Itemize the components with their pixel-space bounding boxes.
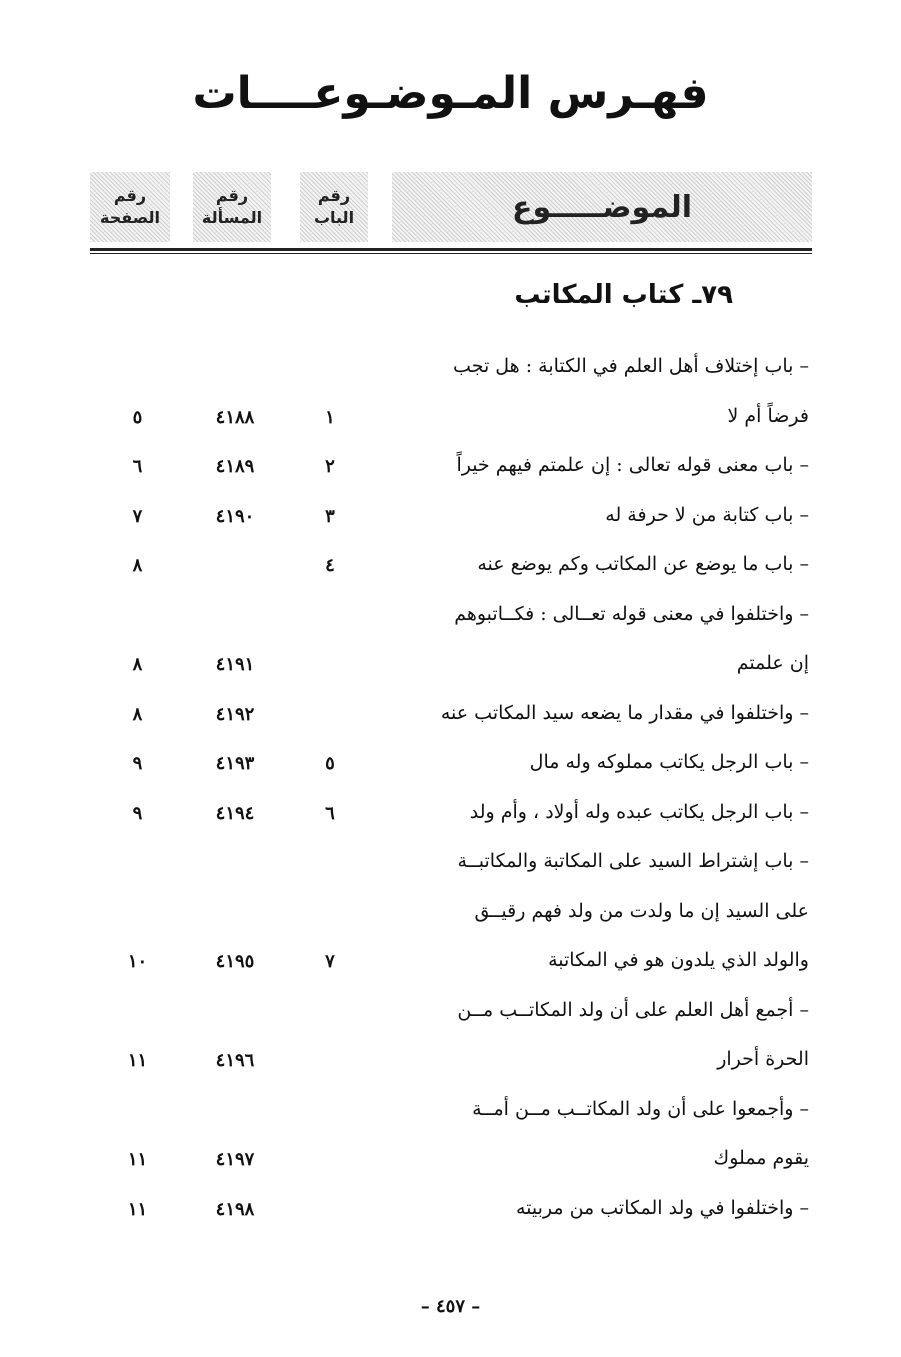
entry-masala-number: ٤١٩٨ [215,1199,255,1220]
header-topic: الموضـــــوع [392,172,812,242]
entry-text: – واختلفوا في مقدار ما يضعه سيد المكاتب عنه [440,702,809,724]
entry-page-number: ٨ [132,704,143,725]
header-masala-line1: رقم [215,186,249,205]
entry-text: – واختلفوا في معنى قوله تعــالى : فكــاتبوهم [454,603,809,625]
entry-page-number: ١٠ [127,951,148,972]
entry-text: – باب كتابة من لا حرفة له [605,504,809,526]
header-bab-line1: رقم [317,186,351,205]
entry-text: – واختلفوا في ولد المكاتب من مربيته [515,1197,809,1219]
entry-page-number: ٧ [132,506,143,527]
header-rule [90,248,812,251]
entry-text: والولد الذي يلدون هو في المكاتبة [548,949,809,971]
entry-bab-number: ٢ [325,456,335,477]
entry-text: – وأجمعوا على أن ولد المكاتــب مــن أمــة [472,1098,809,1120]
entry-text: يقوم مملوك [713,1147,809,1169]
entry-bab-number: ٤ [325,555,335,576]
header-bab [300,172,368,242]
entry-masala-number: ٤١٩٠ [215,506,255,527]
entry-masala-number: ٤١٩٧ [215,1149,255,1170]
entry-masala-number: ٤١٩٢ [215,704,255,725]
header-safha-line1: رقم [113,186,147,205]
entry-text: – أجمع أهل العلم على أن ولد المكاتــب مــن [457,999,809,1021]
entry-text: الحرة أحرار [717,1048,809,1070]
entry-text: إن علمتم [736,652,809,674]
entry-text: – باب الرجل يكاتب مملوكه وله مال [529,751,809,773]
header-bab-line2: الباب [313,208,355,227]
entry-bab-number: ٧ [325,951,335,972]
entry-text: – باب ما يوضع عن المكاتب وكم يوضع عنه [477,553,809,575]
entry-page-number: ٦ [132,456,143,477]
page-number: – ٤٥٧ – [420,1296,481,1317]
entry-page-number: ٩ [132,753,143,774]
entry-masala-number: ٤١٩٦ [215,1050,255,1071]
entry-page-number: ٥ [132,407,143,428]
header-masala [193,172,271,242]
header-safha [90,172,170,242]
entry-text: على السيد إن ما ولدت من ولد فهم رقيــق [474,900,809,922]
table-header [90,172,812,242]
entry-masala-number: ٤١٩١ [215,654,255,675]
entry-bab-number: ٣ [325,506,335,527]
entry-masala-number: ٤١٩٤ [215,803,255,824]
entry-masala-number: ٤١٨٨ [215,407,255,428]
entry-text: – باب إشتراط السيد على المكاتبة والمكاتبــة [457,850,809,872]
entry-text: – باب الرجل يكاتب عبده وله أولاد ، وأم ولد [469,801,809,823]
entry-masala-number: ٤١٩٣ [215,753,255,774]
entry-bab-number: ١ [325,407,335,428]
entry-page-number: ١١ [127,1199,148,1220]
entry-page-number: ١١ [127,1149,148,1170]
entry-page-number: ١١ [127,1050,148,1071]
entry-bab-number: ٥ [325,753,335,774]
entry-bab-number: ٦ [325,803,335,824]
entry-text: – باب إختلاف أهل العلم في الكتابة : هل تجب [453,355,809,377]
entry-masala-number: ٤١٩٥ [215,951,255,972]
page-title: فهـرس المـوضـوعــــات [192,68,709,119]
header-safha-line2: الصفحة [99,208,160,227]
entry-masala-number: ٤١٨٩ [215,456,255,477]
entry-text: فرضاً أم لا [727,405,809,427]
entry-text: – باب معنى قوله تعالى : إن علمتم فيهم خيراً [456,454,809,476]
section-title: ٧٩ـ كتاب المكاتب [514,280,733,310]
header-rule-thin [90,253,812,254]
entry-page-number: ٩ [132,803,143,824]
entry-page-number: ٨ [132,555,143,576]
entry-page-number: ٨ [132,654,143,675]
header-masala-line2: المسألة [201,208,263,227]
